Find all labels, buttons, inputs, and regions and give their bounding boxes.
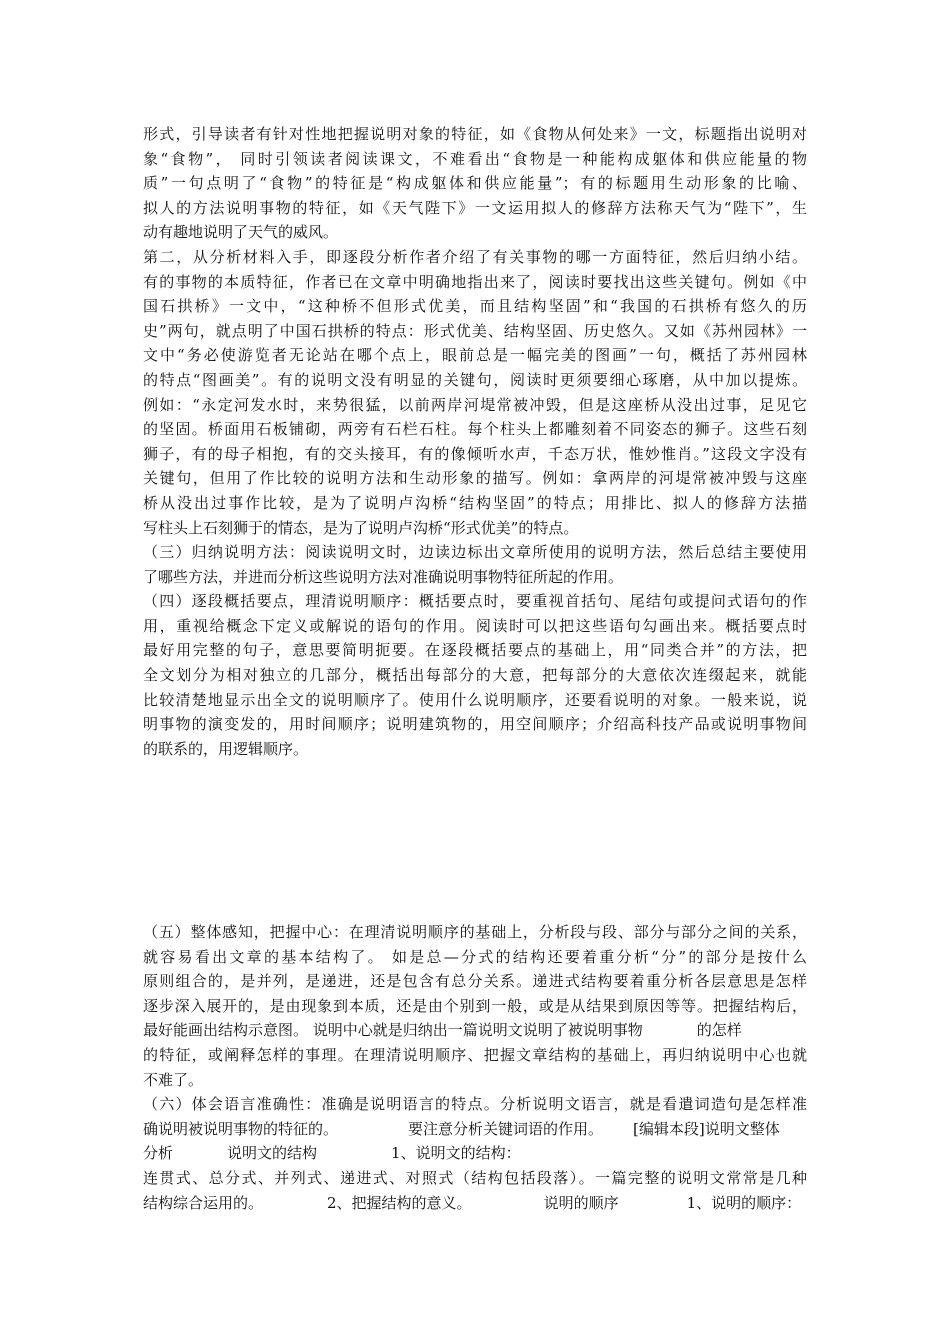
- text-line: （六）体会语言准确性：准确是说明语言的特点。分析说明文语言，就是看遣词造句是怎样准: [143, 1095, 807, 1114]
- text-line: 第二，从分析材料入手，即逐段分析作者介绍了有关事物的哪一方面特征，然后归纳小结。: [143, 247, 807, 266]
- text-line: 动有趣地说明了天气的威风。: [143, 223, 339, 242]
- text-line: 象“食物”， 同时引领读者阅读课文，不难看出“食物是一种能构成躯体和供应能量的物: [143, 149, 807, 168]
- text-line: （三）归纳说明方法：阅读说明文时，边读边标出文章所使用的说明方法，然后总结主要使用: [143, 543, 807, 562]
- text-line: 的特点“图画美”。有的说明文没有明显的关键句，阅读时更须要细心琢磨，从中加以提炼。: [143, 370, 807, 389]
- text-line: 拟人的方法说明事物的特征，如《天气陛下》一文运用拟人的修辞方法称天气为“陛下”，生: [143, 198, 807, 217]
- text-segment: 1、说明文的结构：: [391, 1144, 521, 1163]
- text-block-lower: [143, 920, 807, 1215]
- text-segment: 说明的顺序: [543, 1193, 619, 1212]
- text-line: 例如：“永定河发水时，来势很猛，以前两岸河堤常被冲毁，但是这座桥从没出过事，足见它: [143, 395, 807, 414]
- text-line: 形式，引导读者有针对性地把握说明对象的特征，如《食物从何处来》一文，标题指出说明对: [143, 125, 807, 143]
- text-line: [143, 1141, 807, 1166]
- text-line: 连贯式、总分式、并列式、递进式、对照式（结构包括段落）。一篇完整的说明文常常是几种: [143, 1168, 807, 1187]
- text-line: 全文划分为相对独立的几部分，概括出每部分的大意，把每部分的大意依次连缀起来，就能: [143, 666, 807, 685]
- text-segment: [编辑本段]说明文整体: [633, 1119, 780, 1138]
- text-line: 的坚固。桥面用石板铺砌，两旁有石栏石柱。每个柱头上都雕刻着不同姿态的狮子。这些石刻: [143, 420, 807, 439]
- text-segment: 1、说明的顺序：: [686, 1193, 802, 1212]
- text-line: 逐步深入展开的，是由现象到本质，还是由个别到一般，或是从结果到原因等等。把握结构后，: [143, 996, 807, 1015]
- text-line: （四）逐段概括要点，理清说明顺序：概括要点时，要重视首括句、尾结句或提问式语句的作: [143, 592, 807, 611]
- text-segment: 2、把握结构的意义。: [327, 1193, 472, 1212]
- text-line: 不难了。: [143, 1070, 204, 1089]
- text-line: 原则组合的，是并列，是递进，还是包含有总分关系。递进式结构要着重分析各层意思是怎样: [143, 972, 807, 991]
- text-line: （五）整体感知，把握中心：在理清说明顺序的基础上，分析段与段、部分与部分之间的关系，: [143, 923, 807, 941]
- text-line: [143, 1018, 807, 1043]
- text-line: 有的事物的本质特征，作者已在文章中明确地指出来了，阅读时要找出这些关键句。例如《中: [143, 272, 807, 291]
- text-segment: 最好能画出结构示意图。 说明中心就是归纳出一篇说明文说明了被说明事物: [143, 1021, 643, 1040]
- text-segment: 结构综合运用的。: [143, 1193, 264, 1212]
- text-line: 明事物的演变发的，用时间顺序；说明建筑物的，用空间顺序；介绍高科技产品或说明事物间: [143, 715, 807, 734]
- text-line: [143, 1117, 807, 1142]
- text-line: 的特征，或阐释怎样的事理。在理清说明顺序、把握文章结构的基础上，再归纳说明中心也就: [143, 1045, 807, 1064]
- text-line: 狮子，有的母子相抱，有的交头接耳，有的像倾听水声，千态万状，惟妙惟肖。”这段文字没有: [143, 444, 807, 463]
- text-line: 国石拱桥》一文中，“这种桥不但形式优美，而且结构坚固”和“我国的石拱桥有悠久的历: [143, 297, 807, 316]
- text-line: 比较清楚地显示出全文的说明顺序了。使用什么说明顺序，还要看说明的对象。一般来说，说: [143, 690, 807, 709]
- text-line: 用，重视给概念下定义或解说的语句的作用。阅读时可以把这些语句勾画出来。概括要点时: [143, 616, 807, 635]
- text-line: 文中“务必使游览者无论站在哪个点上，眼前总是一幅完美的图画”一句，概括了苏州园林: [143, 346, 807, 365]
- text-line: 就容易看出文章的基本结构了。 如是总—分式的结构还要着重分析“分”的部分是按什么: [143, 947, 807, 966]
- text-line: 关键句，但用了作比较的说明方法和生动形象的描写。例如：拿两岸的河堤常被冲毁与这座: [143, 469, 807, 488]
- text-segment: 分析: [143, 1144, 174, 1163]
- text-segment: 要注意分析关键词语的作用。: [408, 1119, 604, 1138]
- text-block-upper: [143, 122, 807, 761]
- text-line: 写柱头上石刻狮于的情态，是为了说明卢沟桥“形式优美”的特点。: [143, 518, 579, 537]
- text-line: [143, 1191, 807, 1216]
- text-line: 质”一句点明了“食物”的特征是“构成躯体和供应能量”；有的标题用生动形象的比喻、: [143, 174, 807, 193]
- text-segment: 确说明被说明事物的特征的。: [143, 1119, 339, 1138]
- text-line: 桥从没出过事作比较，是为了说明卢沟桥“结构坚固”的特点；用排比、拟人的修辞方法描: [143, 493, 807, 512]
- text-line: 了哪些方法，并进而分析这些说明方法对准确说明事物特征所起的作用。: [143, 567, 624, 586]
- text-line: 最好用完整的句子，意思要简明扼要。在逐段概括要点的基础上，用“同类合并”的方法，把: [143, 641, 807, 660]
- text-line: 史”两句，就点明了中国石拱桥的特点：形式优美、结构坚固、历史悠久。又如《苏州园林》一: [143, 321, 807, 340]
- text-segment: 的怎样: [696, 1021, 742, 1040]
- text-segment: 说明文的结构: [227, 1144, 318, 1163]
- text-line: 的联系的，用逻辑顺序。: [143, 739, 309, 758]
